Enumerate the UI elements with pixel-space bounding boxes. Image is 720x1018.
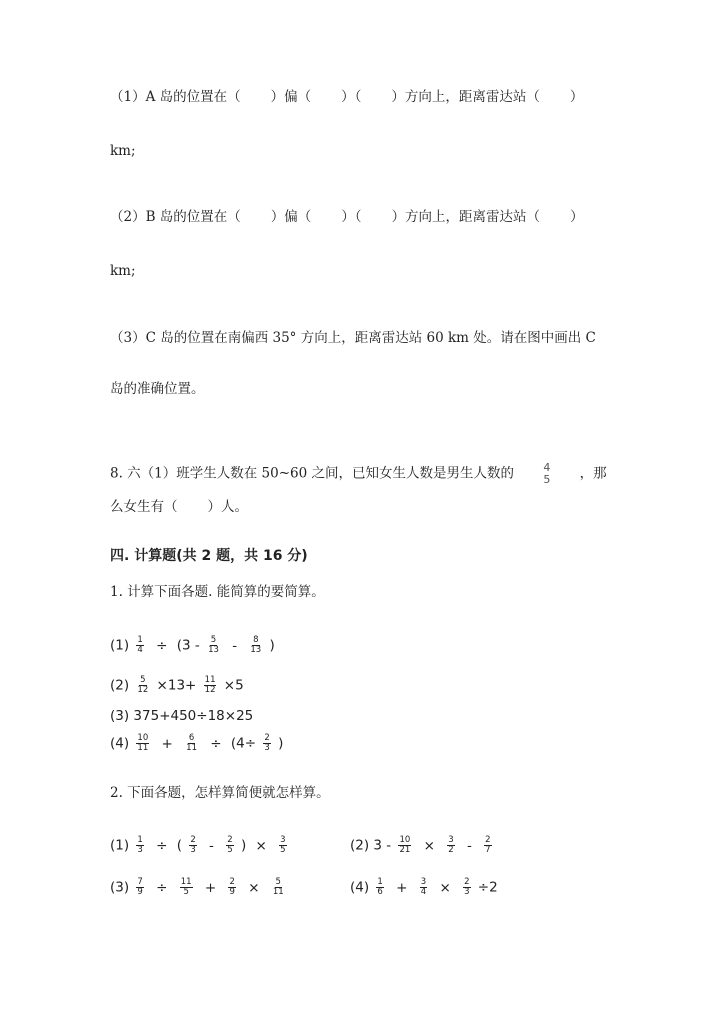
fraction-numerator: 3	[420, 877, 427, 887]
fraction	[207, 636, 220, 655]
fraction-numerator: 2	[190, 835, 196, 845]
section4-q1-item3	[110, 707, 253, 725]
operator: ÷	[156, 879, 168, 896]
q7-part1-unit: km;	[110, 143, 136, 159]
fraction-numerator: 8	[253, 635, 259, 645]
fraction	[185, 734, 198, 753]
q7-part2-p1: ）偏（	[270, 209, 312, 225]
fraction-numerator: 10	[137, 733, 149, 743]
operator: ×	[248, 879, 260, 896]
fraction	[420, 878, 427, 897]
fraction-numerator: 3	[448, 835, 454, 845]
fraction-numerator: 2	[229, 877, 235, 887]
fraction-denominator: 9	[137, 887, 143, 897]
operator: ×	[255, 837, 267, 854]
expression-text: ×5	[223, 677, 244, 694]
q7-part3-line1: （3）C 岛的位置在南偏西 35° 方向上，距离雷达站 60 km 处。请在图中画出 C	[110, 330, 596, 346]
section4-q1-item2	[110, 676, 244, 695]
section4-q2-item4	[350, 878, 498, 897]
fraction	[136, 636, 143, 655]
operator: ÷	[156, 837, 168, 854]
q8-line2-a: 么女生有（	[110, 499, 178, 515]
operator: ×	[439, 879, 451, 896]
fraction-numerator: 4	[543, 461, 551, 474]
fraction-denominator: 13	[250, 645, 262, 655]
operator: -	[466, 837, 472, 854]
expression-text: 3 -	[373, 837, 392, 854]
fraction	[279, 836, 286, 855]
paren-close: )	[278, 735, 284, 752]
q8-text2: ，那	[579, 465, 607, 482]
fraction-numerator: 2	[485, 835, 491, 845]
fraction-numerator: 2	[464, 877, 470, 887]
q7-part1-p3: ）方向上，距离雷达站（	[391, 89, 540, 105]
fraction-denominator: 21	[399, 845, 411, 855]
item-label: (4)	[350, 879, 370, 896]
fraction-denominator: 13	[208, 645, 219, 655]
section4-q2-item3	[110, 877, 498, 897]
fraction	[180, 878, 193, 897]
expression-text: 375+450÷18×25	[133, 708, 254, 724]
fraction-denominator: 3	[137, 845, 143, 855]
fraction	[136, 878, 143, 897]
fraction-numerator: 2	[227, 835, 233, 845]
fraction-denominator: 5	[183, 887, 189, 897]
fraction	[398, 836, 411, 855]
fraction-denominator: 11	[272, 887, 284, 897]
fraction	[484, 836, 491, 855]
fraction-denominator: 12	[204, 685, 216, 695]
fraction-denominator: 7	[485, 845, 491, 855]
fraction-numerator: 10	[399, 835, 411, 845]
fraction	[447, 836, 454, 855]
section4-q2-item1	[110, 835, 491, 855]
section4-q2-item2	[350, 836, 495, 855]
fraction	[376, 878, 383, 897]
operator: +	[161, 735, 173, 752]
fraction-numerator: 11	[204, 675, 216, 685]
operator: -	[232, 637, 238, 654]
q7-part2-p4: ）	[570, 209, 584, 225]
q7-part3-line2: 岛的准确位置。	[110, 381, 205, 397]
fraction	[228, 878, 235, 897]
section4-q1-item1	[110, 636, 275, 655]
fraction-denominator: 3	[464, 887, 470, 897]
fraction	[204, 676, 217, 695]
q7-part2-prefix: （2）B 岛的位置在（	[110, 209, 241, 225]
fraction-numerator: 11	[180, 877, 192, 887]
paren-open: (4÷	[230, 735, 257, 752]
item-label: (2)	[110, 677, 130, 694]
expression-text: ×13+	[156, 677, 197, 694]
fraction-numerator: 2	[264, 733, 270, 743]
paren-close: )	[240, 837, 247, 854]
fraction-numerator: 7	[137, 877, 143, 887]
q7-part1-prefix: （1）A 岛的位置在（	[110, 89, 241, 105]
q8-line2-b: ）人。	[207, 499, 248, 515]
q7-part2-p3: ）方向上，距离雷达站（	[391, 209, 541, 225]
fraction-denominator: 9	[229, 887, 235, 897]
fraction-denominator: 4	[420, 887, 427, 897]
fraction	[226, 836, 233, 855]
item-label: (2)	[350, 837, 370, 854]
expression-text: ÷2	[477, 879, 498, 896]
operator: ÷	[210, 735, 222, 752]
item-label: (1)	[110, 837, 130, 854]
q7-part2-line	[110, 208, 584, 226]
item-label: (3)	[110, 879, 130, 896]
item-label: (1)	[110, 637, 130, 654]
fraction-numerator: 5	[210, 635, 217, 645]
fraction-denominator: 5	[227, 845, 233, 855]
paren-close: )	[269, 637, 275, 654]
fraction	[463, 878, 470, 897]
fraction-numerator: 5	[275, 877, 281, 887]
q8-fraction	[542, 462, 551, 486]
fraction-numerator: 1	[377, 877, 383, 887]
fraction	[136, 836, 143, 855]
fraction-numerator: 1	[137, 635, 143, 645]
fraction-numerator: 5	[140, 675, 146, 685]
q7-part1-line	[110, 88, 583, 106]
fraction-numerator: 3	[280, 835, 286, 845]
fraction-numerator: 6	[188, 733, 195, 743]
section4-q2-title: 2. 下面各题，怎样算简便就怎样算。	[110, 785, 330, 801]
paren-open: (3 -	[176, 637, 200, 654]
fraction	[272, 878, 285, 897]
fraction-denominator: 5	[280, 845, 286, 855]
fraction-denominator: 11	[186, 743, 197, 753]
section4-title: 四. 计算题(共 2 题，共 16 分)	[110, 548, 308, 564]
operator: +	[204, 879, 217, 896]
fraction	[249, 636, 262, 655]
fraction-denominator: 11	[137, 743, 149, 753]
fraction-denominator: 2	[448, 845, 454, 855]
section4-q1-item4	[110, 734, 283, 753]
operator: -	[209, 837, 214, 854]
q7-part1-p2: ）（	[341, 89, 362, 105]
fraction-denominator: 12	[137, 685, 149, 695]
fraction	[136, 676, 149, 695]
item-label: (4)	[110, 735, 130, 752]
q8-line1	[110, 462, 607, 486]
q7-part2-p2: ）（	[341, 209, 362, 225]
q7-part1-p4: ）	[569, 89, 584, 105]
q8-text1: 8. 六（1）班学生人数在 50~60 之间，已知女生人数是男生人数的	[110, 465, 515, 482]
operator: ÷	[156, 637, 168, 654]
q7-part1-p1: ）偏（	[270, 89, 312, 105]
item-label: (3)	[110, 708, 130, 724]
fraction-denominator: 5	[543, 473, 551, 486]
q8-line2	[110, 498, 248, 516]
operator: +	[396, 879, 408, 896]
fraction-denominator: 4	[137, 645, 143, 655]
fraction-denominator: 3	[190, 845, 196, 855]
fraction-denominator: 6	[377, 887, 383, 897]
q7-part2-unit: km;	[110, 263, 136, 279]
paren-open: (	[176, 837, 183, 854]
section4-q1-title: 1. 计算下面各题. 能简算的要简算。	[110, 584, 325, 600]
fraction	[189, 836, 196, 855]
fraction	[263, 734, 270, 753]
fraction-numerator: 1	[137, 835, 143, 845]
fraction	[136, 734, 149, 753]
fraction-denominator: 3	[264, 743, 270, 753]
operator: ×	[423, 837, 435, 854]
